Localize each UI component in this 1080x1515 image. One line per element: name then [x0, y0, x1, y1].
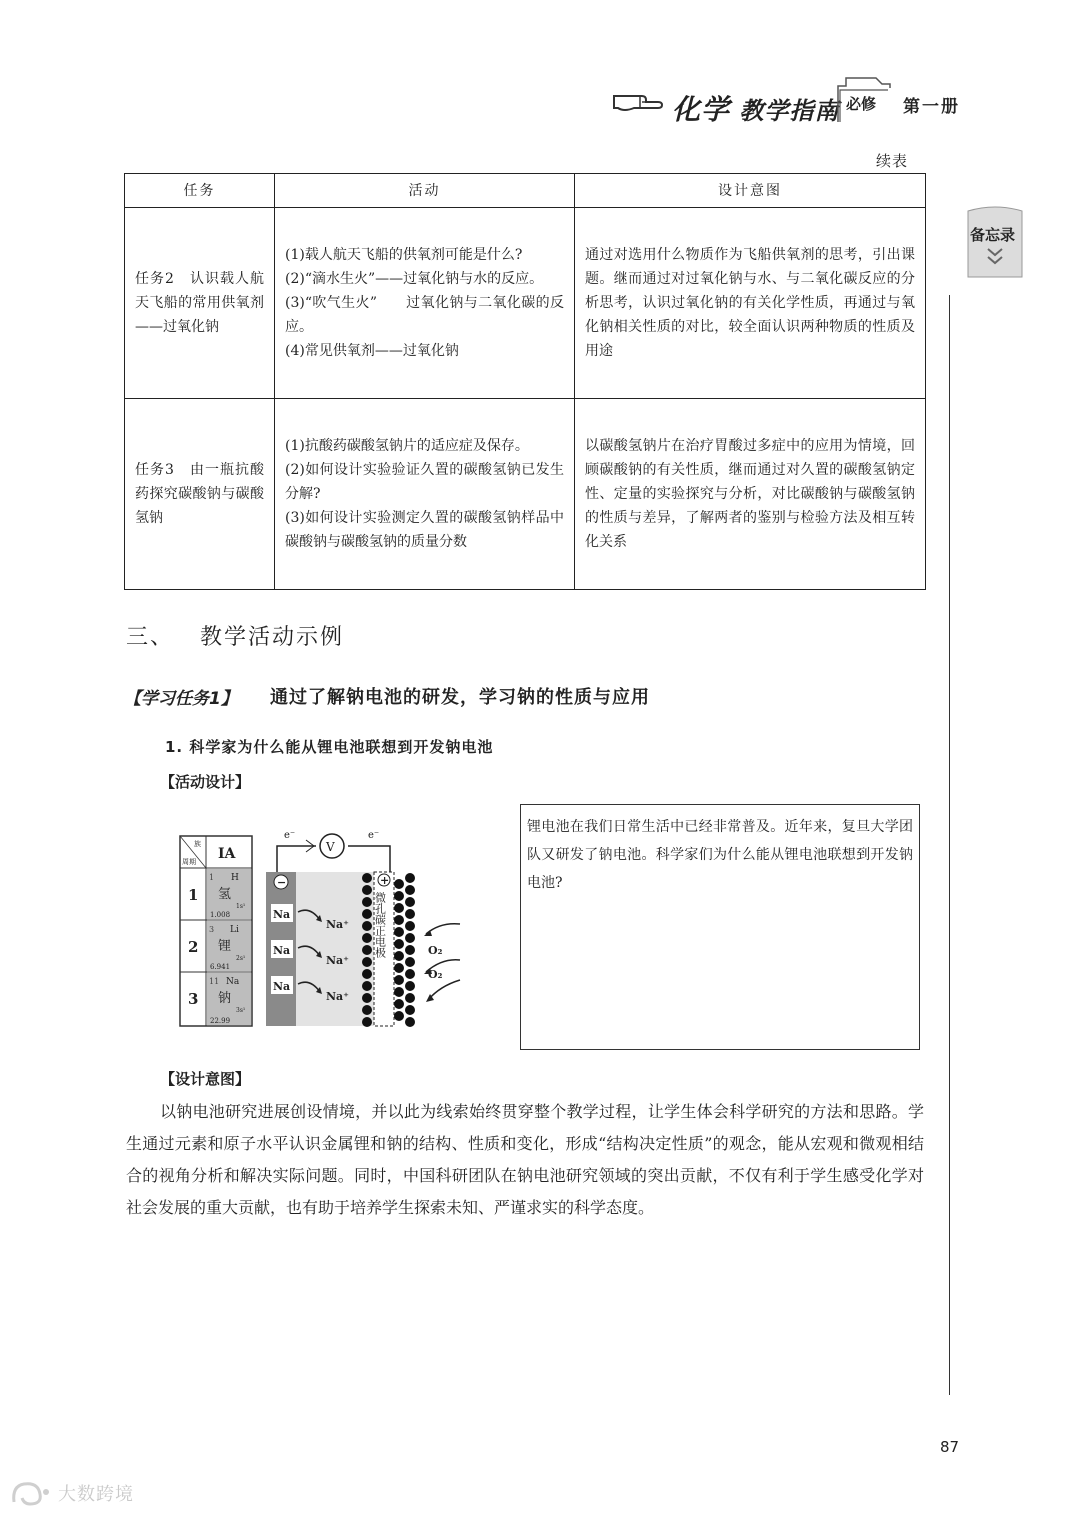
period-number: 3 [188, 990, 199, 1008]
element-number: 11 [209, 977, 220, 986]
header-volume: 第一册 [903, 97, 960, 117]
na-label: Na [273, 908, 291, 921]
voltmeter-label: V [326, 840, 335, 854]
activity-cell [275, 399, 575, 590]
na-ion-label: Na⁺ [326, 990, 349, 1003]
intent-cell: 通过对选用什么物质作为飞船供氧剂的思考，引出课题。继而通过对过氧化钠与水、与二氧化碳反应的分析思考，认识过氧化钠的有关化学性质，再通过与氧化钠相关性质的对比，较全面认识两种物质的性质及用途 [575, 208, 926, 399]
element-config: 1s¹ [236, 903, 246, 910]
period-number: 2 [188, 938, 199, 956]
task-table [124, 173, 926, 590]
table-row [125, 208, 926, 399]
element-config: 3s¹ [236, 1007, 246, 1014]
electron-label: e⁻ [284, 830, 296, 841]
learning-task-label: 【学习任务1】 [124, 689, 238, 709]
electron-label: e⁻ [368, 830, 380, 841]
element-symbol: Li [230, 925, 239, 935]
periodic-group-label: IA [218, 846, 236, 862]
electrode-label: 微孔碳正电极 [373, 892, 387, 958]
learning-task-title: 通过了解钠电池的研发，学习钠的性质与应用 [270, 687, 650, 708]
plus-sign: + [380, 874, 390, 887]
element-symbol: H [231, 873, 239, 883]
circuit-wire [277, 846, 316, 872]
element-mass: 22.99 [210, 1017, 231, 1025]
table-row [125, 399, 926, 590]
element-mass: 1.008 [210, 911, 231, 919]
activity-item: (1)抗酸药碳酸氢钠片的适应症及保存。 [285, 438, 529, 454]
page-number: 87 [940, 1438, 960, 1456]
task-cell: 任务2 认识载人航天飞船的常用供氧剂——过氧化钠 [125, 208, 275, 399]
na-label: Na [273, 944, 291, 957]
element-name: 锂 [218, 939, 232, 954]
activity-item: (3)“吹气生火” 过氧化钠与二氧化碳的反应。 [285, 295, 564, 335]
element-config: 2s¹ [236, 955, 246, 962]
activity-item: (4)常见供氧剂——过氧化钠 [285, 343, 459, 359]
minus-sign: − [277, 876, 287, 889]
header-compulsory: 必修 [846, 95, 877, 113]
periodic-corner-group: 族 [194, 840, 201, 848]
margin-divider [949, 295, 950, 1395]
section-number: 三、 [126, 625, 175, 650]
na-ion-label: Na⁺ [326, 954, 349, 967]
element-symbol: Na [226, 977, 240, 987]
activity-item: (2)如何设计实验验证久置的碳酸氢钠已发生分解? [285, 462, 564, 502]
intent-cell: 以碳酸氢钠片在治疗胃酸过多症中的应用为情境，回顾碳酸钠的有关性质，继而通过对久置的碳酸氢钠定性、定量的实验探究与分析，对比碳酸钠与碳酸氢钠的性质与差异，了解两者的鉴别与检验方法及相互转化关系 [575, 399, 926, 590]
design-intent-label: 【设计意图】 [160, 1070, 251, 1088]
na-label: Na [273, 980, 291, 993]
question-heading: 1. 科学家为什么能从锂电池联想到开发钠电池 [165, 738, 494, 756]
header-title: 化学 教学指南 [672, 93, 840, 126]
element-number: 1 [209, 873, 215, 882]
table-header-row [125, 174, 926, 208]
element-mass: 6.941 [210, 963, 231, 971]
sodium-battery-figure [178, 826, 468, 1032]
section-title: 教学活动示例 [200, 625, 345, 650]
na-ion-label: Na⁺ [326, 918, 349, 931]
element-name: 钠 [218, 991, 232, 1006]
activity-item: (3)如何设计实验测定久置的碳酸氢钠样品中碳酸钠与碳酸氢钠的质量分数 [285, 510, 564, 550]
table-header-activity: 活动 [275, 174, 575, 208]
element-number: 3 [209, 925, 215, 934]
table-header-task: 任务 [125, 174, 275, 208]
design-intent-paragraph: 以钠电池研究进展创设情境，并以此为线索始终贯穿整个教学过程，让学生体会科学研究的方法和思路。学生通过元素和原子水平认识金属锂和钠的结构、性质和变化，形成“结构决定性质”的观念，能从宏观和微观相结合的视角分析和解决实际问题。同时，中国科研团队在钠电池研究领域的突出贡献，不仅有利于学生感受化学对社会发展的重大贡献，也有助于培养学生探索未知、严谨求实的科学态度。 [126, 1102, 924, 1217]
o2-label: O₂ [428, 968, 443, 981]
pointing-hand-icon [612, 86, 664, 114]
task-cell: 任务3 由一瓶抗酸药探究碳酸钠与碳酸氢钠 [125, 399, 275, 590]
element-name: 氢 [218, 887, 232, 902]
section-heading [126, 620, 344, 651]
activity-design-label: 【活动设计】 [160, 773, 251, 791]
period-number: 1 [188, 886, 199, 904]
watermark-text: 大数跨境 [58, 1484, 134, 1505]
question-text-box: 锂电池在我们日常生活中已经非常普及。近年来，复旦大学团队又研发了钠电池。科学家们为什么能从锂电池联想到开发钠电池? [520, 804, 920, 1050]
memo-tab-label: 备忘录 [970, 226, 1016, 244]
activity-item: (1)载人航天飞船的供氧剂可能是什么? [285, 247, 523, 263]
table-header-intent: 设计意图 [575, 174, 926, 208]
activity-cell [275, 208, 575, 399]
table-continued-label: 续表 [876, 152, 909, 170]
o2-label: O₂ [428, 944, 443, 957]
activity-item: (2)“滴水生火”——过氧化钠与水的反应。 [285, 271, 544, 287]
periodic-corner-period: 周期 [182, 858, 196, 866]
